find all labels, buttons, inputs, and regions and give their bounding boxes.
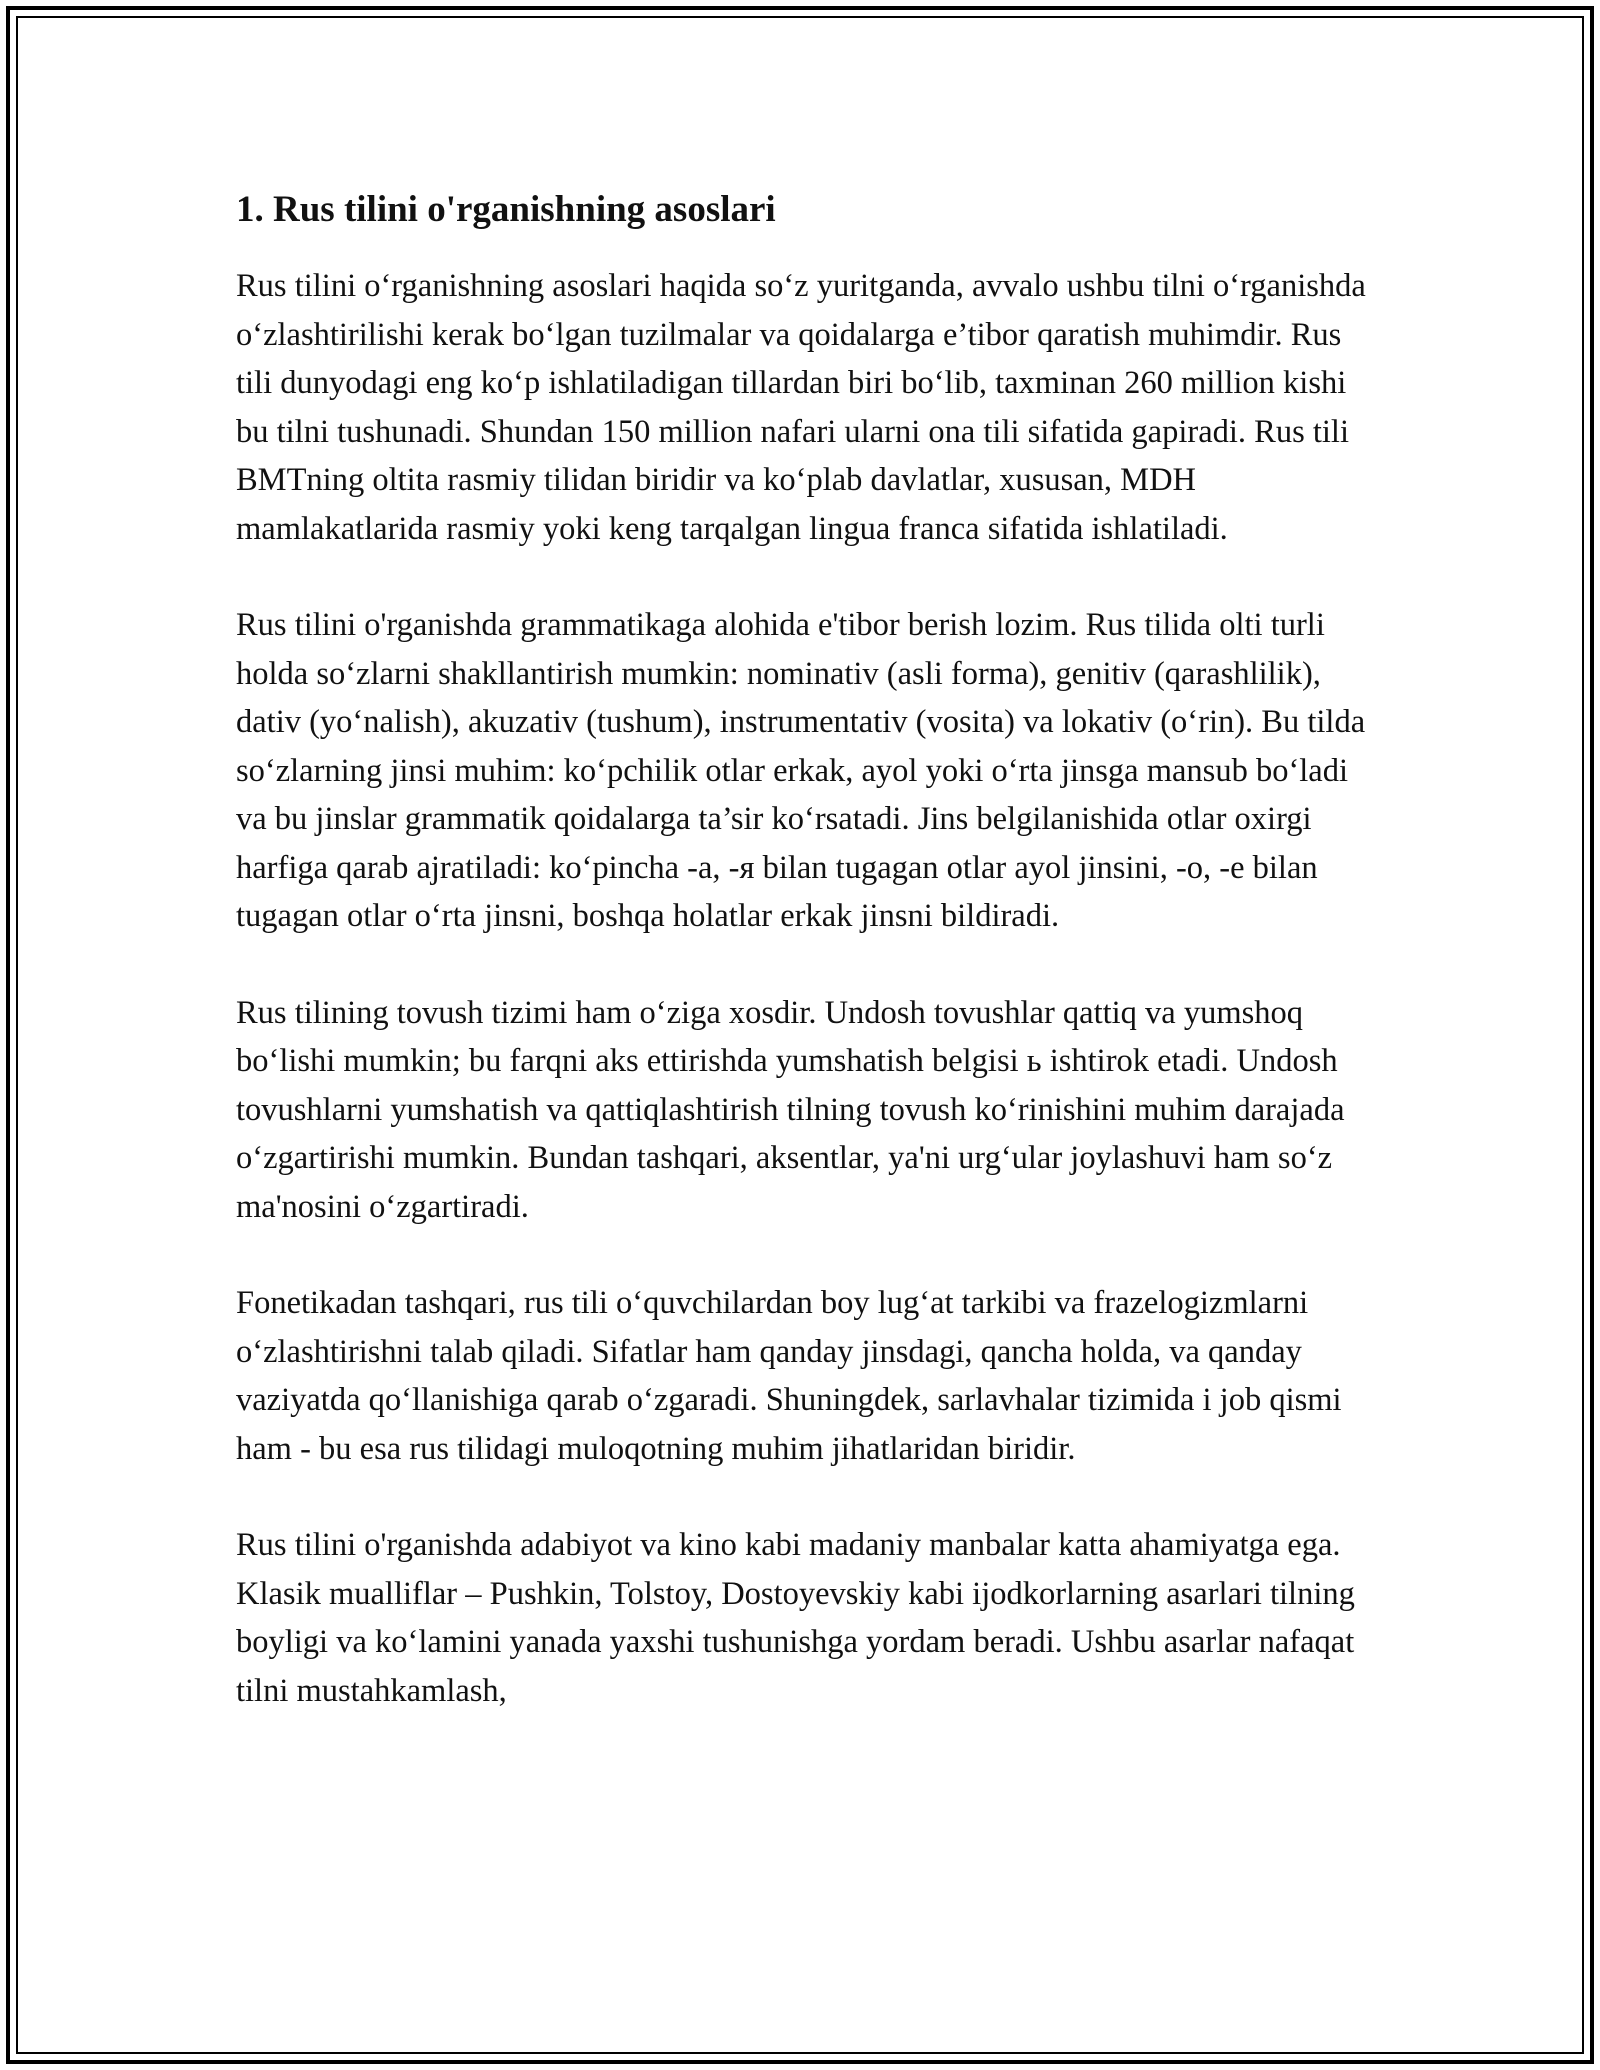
paragraph-4: Fonetikadan tashqari, rus tili o‘quvchilardan boy lug‘at tarkibi va frazelogizmlarni o‘zlashtirishni talab qiladi. Sifatlar ham qanday jinsdagi, qancha holda, va qanday vaziyatda qo‘llanishiga qarab o‘zgaradi. Shuningdek, sarlavhalar tizimida i job qismi ham - bu esa rus tilidagi muloqotning muhim jihatlaridan biridir. [236,1285,1342,1467]
paragraph-2: Rus tilini o'rganishda grammatikaga alohida e'tibor berish lozim. Rus tilida olti turli holda so‘zlarni shakllantirish mumkin: nominativ (asli forma), genitiv (qarashlilik), dativ (yo‘nalish), akuzativ (tushum), instrumentativ (vosita) va lokativ (o‘rin). Bu tilda so‘zlarning jinsi muhim: ko‘pchilik otlar erkak, ayol yoki o‘rta jinsga mansub bo‘ladi va bu jinslar grammatik qoidalarga ta’sir ko‘rsatadi. Jins belgilanishida otlar oxirgi harfiga qarab ajratiladi: ko‘pincha -а, -я bilan tugagan otlar ayol jinsini, -о, -е bilan tugagan otlar o‘rta jinsni, boshqa holatlar erkak jinsni bildiradi. [236,607,1366,934]
paragraph-1: Rus tilini o‘rganishning asoslari haqida so‘z yuritganda, avvalo ushbu tilni o‘rganishda o‘zlashtirilishi kerak bo‘lgan tuzilmalar va qoidalarga e’tibor qaratish muhimdir. Rus tili dunyodagi eng ko‘p ishlatiladigan tillardan biri bo‘lib, taxminan 260 million kishi bu tilni tushunadi. Shundan 150 million nafari ularni ona tili sifatida gapiradi. Rus tili BMTning oltita rasmiy tilidan biridir va ko‘plab davlatlar, xususan, MDH mamlakatlarida rasmiy yoki keng tarqalgan lingua franca sifatida ishlatiladi. [236,268,1366,547]
paragraph-3: Rus tilining tovush tizimi ham o‘ziga xosdir. Undosh tovushlar qattiq va yumshoq bo‘lishi mumkin; bu farqni aks ettirishda yumshatish belgisi ь ishtirok etadi. Undosh tovushlarni yumshatish va qattiqlashtirish tilning tovush ko‘rinishini muhim darajada o‘zgartirishi mumkin. Bundan tashqari, aksentlar, ya'ni urg‘ular joylashuvi ham so‘z ma'nosini o‘zgartiradi. [236,994,1345,1225]
paragraph-5: Rus tilini o'rganishda adabiyot va kino kabi madaniy manbalar katta ahamiyatga ega. Klasik mualliflar – Pushkin, Tolstoy, Dostoyevskiy kabi ijodkorlarning asarlari tilning boyligi va ko‘lamini yanada yaxshi tushunishga yordam beradi. Ushbu asarlar nafaqat tilni mustahkamlash, [236,1527,1355,1709]
document-body [236,186,1366,1763]
section-heading: 1. Rus tilini o'rganishning asoslari [236,189,776,230]
